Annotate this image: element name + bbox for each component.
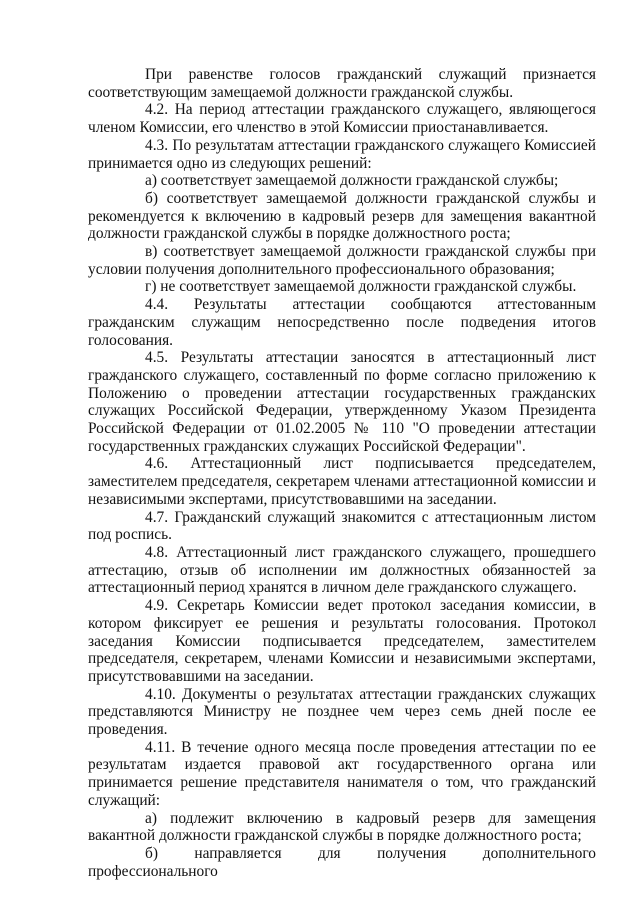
list-item-v: в) соответствует замещаемой должности гражданской службы при условии получения дополнительного профессионального образования; xyxy=(88,243,596,278)
paragraph-4-8: 4.8. Аттестационный лист гражданского служащего, прошедшего аттестацию, отзыв об исполнении им должностных обязанностей за аттестационный период хранятся в личном деле гражданского служащего. xyxy=(88,543,596,597)
paragraph-4-2: 4.2. На период аттестации гражданского служащего, являющегося членом Комиссии, его членство в этой Комиссии приостанавливается. xyxy=(88,101,596,137)
decision-item-b: б) направляется для получения дополнительного профессионального xyxy=(88,844,596,880)
list-item-b: б) соответствует замещаемой должности гражданской службы и рекомендуется к включению в кадровый резерв для замещения вакантной должности гражданской службы в порядке должностного роста; xyxy=(88,189,596,243)
paragraph-4-4: 4.4. Результаты аттестации сообщаются аттестованным гражданским служащим непосредственно после подведения итогов голосования. xyxy=(88,296,596,349)
paragraph-4-11: 4.11. В течение одного месяца после проведения аттестации по ее результатам издается правовой акт государственного органа или принимается решение представителя нанимателя о том, что гражданский служащий: xyxy=(88,738,596,809)
decision-item-a: а) подлежит включению в кадровый резерв для замещения вакантной должности гражданской службы в порядке должностного роста; xyxy=(88,809,596,845)
paragraph-4-9: 4.9. Секретарь Комиссии ведет протокол заседания комиссии, в котором фиксирует ее решения и результаты голосования. Протокол заседания Комиссии подписывается председателем, заместителем председателя, секретарем, членами Комиссии и независимыми экспертами, присутствовавшими на заседании. xyxy=(88,597,596,685)
paragraph-4-7: 4.7. Гражданский служащий знакомится с аттестационным листом под роспись. xyxy=(88,508,596,544)
paragraph-4-3: 4.3. По результатам аттестации гражданского служащего Комиссией принимается одно из следующих решений: xyxy=(88,136,596,172)
list-item-a: а) соответствует замещаемой должности гражданской службы; xyxy=(145,172,559,190)
paragraph-4-5: 4.5. Результаты аттестации заносятся в аттестационный лист гражданского служащего, составленный по форме согласно приложению к Положению о проведении аттестации государственных гражданских служащих Российской Федерации, утвержденному Указом Президента Российской Федерации от 01.02.2005 № 110 "О проведении аттестации государственных гражданских служащих Российской Федерации". xyxy=(88,349,596,455)
paragraph-equal-votes: При равенстве голосов гражданский служащий признается соответствующим замещаемой должности гражданской службы. xyxy=(88,66,596,101)
list-item-g: г) не соответствует замещаемой должности гражданской службы. xyxy=(145,278,577,296)
paragraph-4-10: 4.10. Документы о результатах аттестации гражданских служащих представляются Министру не позднее чем через семь дней после ее проведения. xyxy=(88,685,596,739)
paragraph-4-6: 4.6. Аттестационный лист подписывается председателем, заместителем председателя, секретарем членами аттестационной комиссии и независимыми экспертами, присутствовавшими на заседании. xyxy=(88,455,596,508)
